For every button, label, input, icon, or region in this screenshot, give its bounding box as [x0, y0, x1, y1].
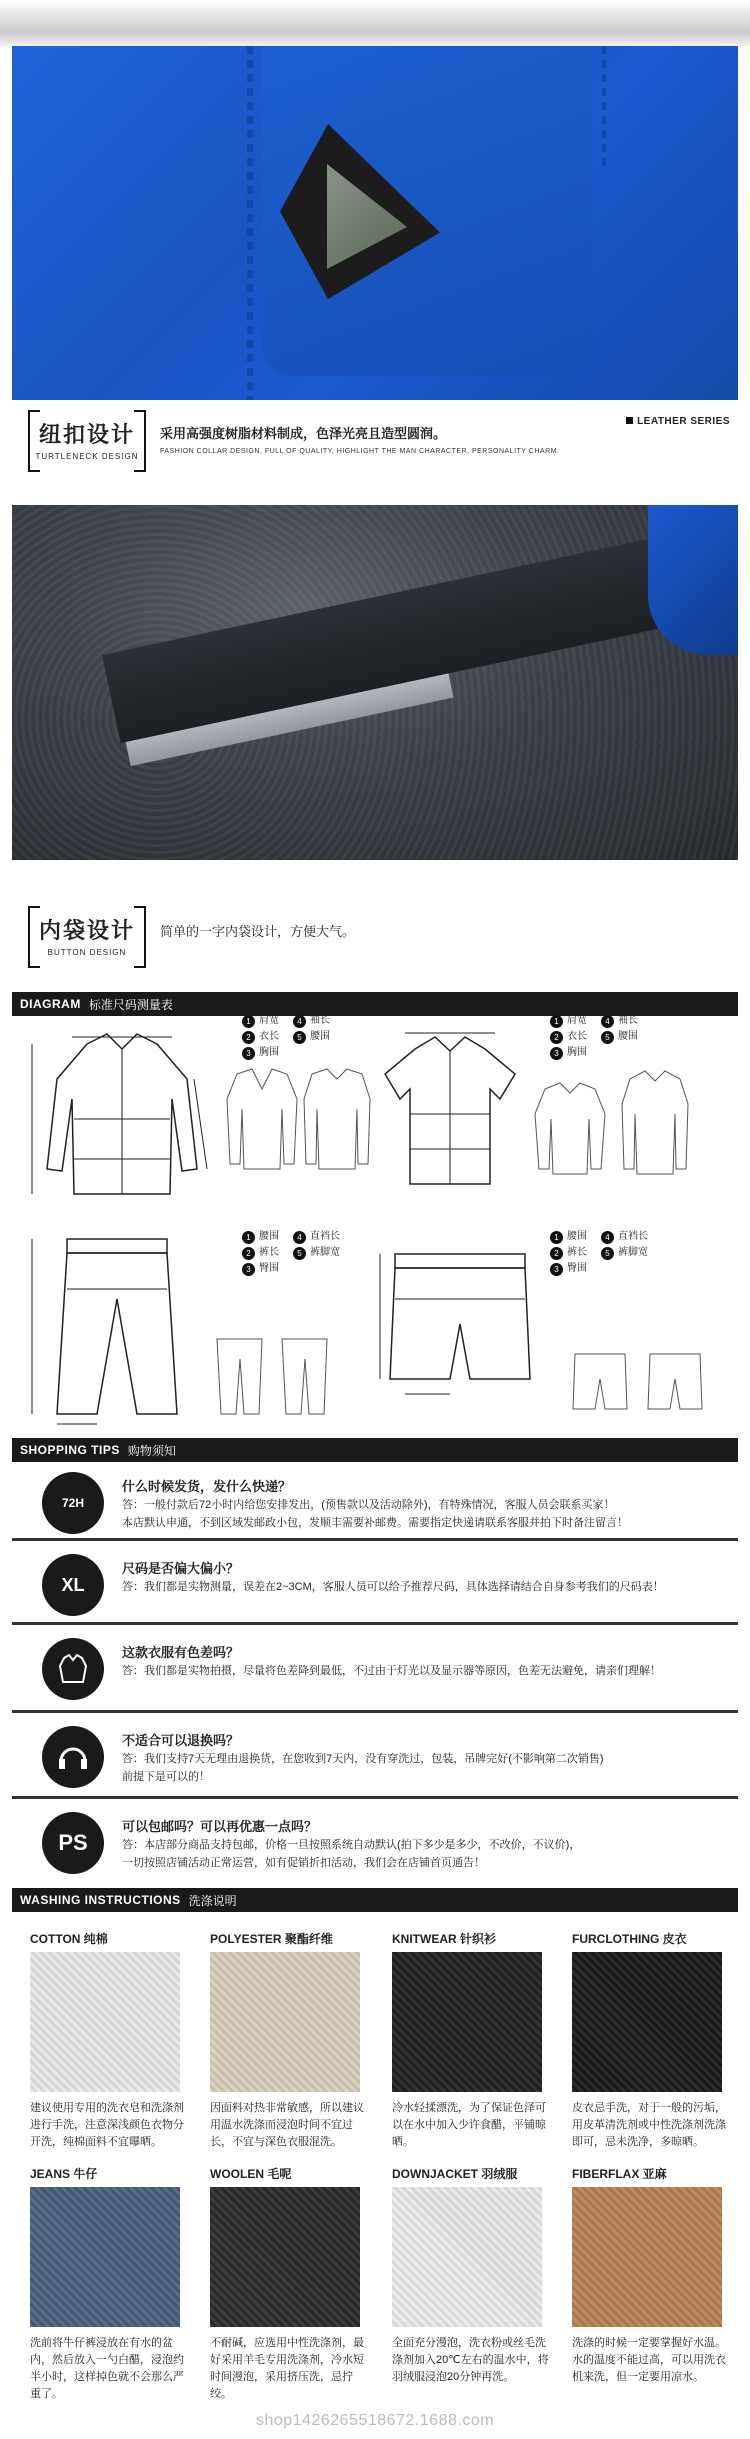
pocket-design-header	[28, 906, 355, 964]
wash-text: 洗涤的时候一定要掌握好水温。水的温度不能过高，可以用洗衣机来洗，但一定要用凉水。	[572, 2337, 726, 2383]
jacket-edge	[648, 505, 738, 655]
section-title: 纽扣设计	[38, 421, 135, 447]
wash-title: WOOLEN 毛呢	[210, 2167, 292, 2181]
wash-card	[210, 2165, 385, 2403]
wash-title: COTTON 纯棉	[30, 1932, 108, 1946]
wash-card	[392, 2165, 567, 2386]
diagram-short-shirt	[375, 1015, 738, 1219]
wash-card	[572, 1930, 747, 2151]
square-icon	[626, 417, 633, 424]
tip-color: 这款衣服有色差吗？ 答：我们都是实物拍摄，尽量将色差降到最低，不过由于灯光以及显示器等原因，色差无法避免，请亲们理解！	[12, 1632, 738, 1702]
size-tag-icon: XL	[42, 1554, 104, 1616]
fabric-swatch	[392, 2187, 542, 2327]
tip-shipping-discount: PS 可以包邮吗？可以再优惠一点吗？ 答：本店部分商品支持包邮，价格一旦按照系统自动默认(拍下多少是多少，不改价，不议价)， 一切按照店铺活动正常运营，如有促销折扣活动，我们会在店铺首页通告！	[12, 1806, 738, 1876]
washing-bar: WASHING INSTRUCTIONS 洗涤说明	[12, 1888, 738, 1912]
fabric-swatch	[572, 1952, 722, 2092]
wash-title: FURCLOTHING 皮衣	[572, 1932, 687, 1946]
wash-text: 皮衣忌手洗，对于一般的污垢，用皮革清洗剂或中性洗涤剂洗涤即可，忌未洗净，多晾晒。	[572, 2102, 726, 2148]
size-diagram	[12, 1015, 738, 1434]
shop-watermark: shop1426265518672.1688.com	[255, 2412, 495, 2429]
leather-series-label: LEATHER SERIES	[626, 416, 730, 427]
fabric-swatch	[392, 1952, 542, 2092]
wash-card	[572, 2165, 747, 2386]
wash-card	[210, 1930, 385, 2151]
wash-title: FIBERFLAX 亚麻	[572, 2167, 667, 2181]
wash-text: 建议使用专用的洗衣皂和洗涤剂进行手洗，注意深浅颜色衣物分开洗，纯棉面料不宜曝晒。	[30, 2102, 184, 2148]
shopping-tips-bar: SHOPPING TIPS 购物须知	[12, 1438, 738, 1462]
section-subtitle: BUTTON DESIGN	[47, 947, 127, 957]
wash-title: KNITWEAR 针织衫	[392, 1932, 496, 1946]
wash-text: 因面料对热非常敏感，所以建议用温水洗涤而浸泡时间不宜过长，不宜与深色衣服混洗。	[210, 2102, 364, 2148]
tip-size: XL 尺码是否偏大偏小？ 答：我们都是实物测量，误差在2~3CM，客服人员可以给予推荐尺码，具体选择请结合自身参考我们的尺码表！	[12, 1548, 738, 1618]
fabric-swatch	[572, 2187, 722, 2327]
fabric-swatch	[210, 1952, 360, 2092]
diagram-bar: DIAGRAM 标准尺码测量表	[12, 992, 738, 1016]
section-desc-en: FASHION COLLAR DESIGN, FULL OF QUALITY, HIGHLIGHT THE MAN CHARACTER, PERSONALITY CHARM.	[160, 448, 560, 455]
button-design-header	[28, 410, 559, 468]
section-desc-cn: 简单的一字内袋设计，方便大气。	[160, 923, 356, 939]
wash-card	[30, 1930, 205, 2151]
tip-return: 不适合可以退换吗？ 答：我们支持7天无理由退换货，在您收到7天内，没有穿洗过，包装，吊牌完好(不影响第二次销售) 前提下是可以的！	[12, 1720, 738, 1790]
wash-text: 洗前将牛仔裤浸放在有水的盆内，然后放入一勺白醋，浸泡约半小时，这样掉色就不会那么严重了。	[30, 2337, 184, 2400]
diagram-legend: 1 腰围 4 直裆长 2 裤长 5 裤脚宽 3 臀围	[550, 1229, 648, 1277]
diagram-legend: 1 肩宽 4 袖长 2 衣长 5 腰围 3 胸围	[242, 1013, 330, 1061]
diagram-long-pants	[12, 1229, 375, 1429]
fabric-swatch	[30, 2187, 180, 2327]
wash-text: 全面充分漫泡，洗衣粉或丝毛洗涤剂加入20℃左右的温水中，将羽绒服浸泡20分钟再洗。	[392, 2337, 549, 2383]
fabric-swatch	[210, 2187, 360, 2327]
section-subtitle: TURTLENECK DESIGN	[35, 451, 139, 461]
delivery-truck-icon: 72H	[42, 1472, 104, 1534]
wash-text: 不耐碱，应选用中性洗涤剂，最好采用羊毛专用洗涤剂，冷水短时间漫泡，采用挤压洗，忌拧绞。	[210, 2337, 364, 2400]
pocket-detail-photo	[12, 505, 738, 860]
section-title: 内袋设计	[38, 917, 135, 943]
diagram-long-shirt	[12, 1015, 375, 1219]
top-fade-bar	[0, 0, 750, 46]
wash-text: 冷水轻揉漂洗，为了保证色泽可以在水中加入少许食醋，平铺晾晒。	[392, 2102, 546, 2148]
diagram-legend: 1 腰围 4 直裆长 2 裤长 5 裤脚宽 3 臀围	[242, 1229, 340, 1277]
diagram-shorts	[375, 1229, 738, 1429]
wash-card	[392, 1930, 567, 2151]
wash-title: POLYESTER 聚酯纤维	[210, 1932, 333, 1946]
headset-icon	[42, 1726, 104, 1788]
fabric-swatch	[30, 1952, 180, 2092]
wash-card	[30, 2165, 205, 2403]
ps-icon: PS	[42, 1812, 104, 1874]
jacket-icon	[42, 1638, 104, 1700]
section-desc-cn: 采用高强度树脂材料制成，色泽光亮且造型圆润。	[160, 426, 447, 441]
button-detail-photo	[12, 46, 738, 400]
tip-shipping: 72H 什么时候发货，发什么快递？ 答：一般付款后72小时内给您安排发出，(预售款以及活动除外)，有特殊情况，客服人员会联系买家！ 本店默认申通，不到区域发邮政小包，发顺丰需要补邮费。需要指定快递请联系客服并拍下时备注留言！	[12, 1466, 738, 1536]
wash-title: DOWNJACKET 羽绒服	[392, 2167, 518, 2181]
diagram-legend: 1 肩宽 4 袖长 2 衣长 5 腰围 3 胸围	[550, 1013, 638, 1061]
wash-title: JEANS 牛仔	[30, 2167, 98, 2181]
